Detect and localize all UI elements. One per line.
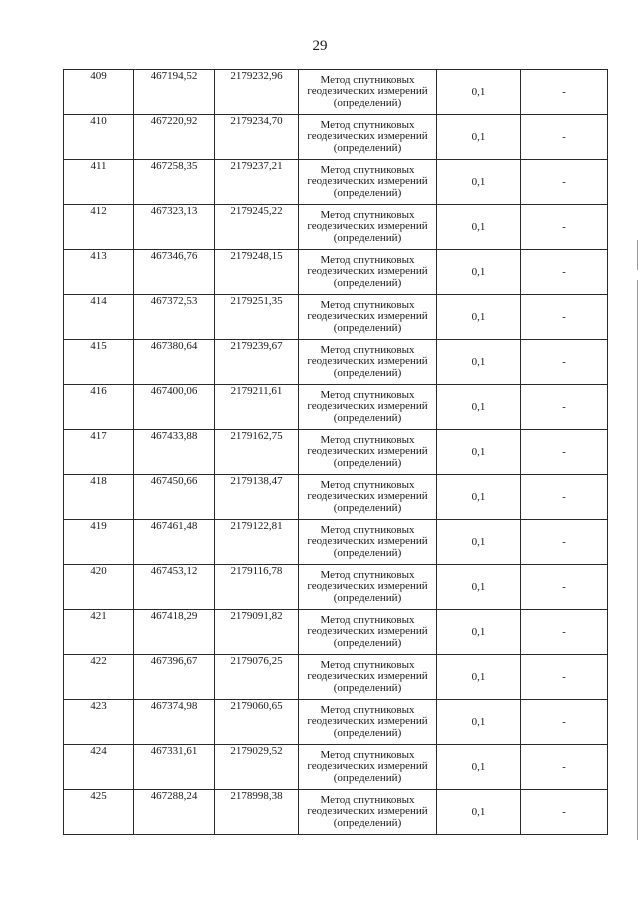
method-line: Метод спутниковых [320,658,415,671]
method-line: геодезических измерений [307,490,428,503]
method-line: геодезических измерений [307,760,428,773]
method-cell [299,205,437,250]
table-row [64,115,608,160]
method-line: геодезических измерений [307,625,428,638]
table-row [64,160,608,205]
method-line: (определений) [333,816,402,829]
note-cell: - [521,385,608,430]
note-cell: - [521,655,608,700]
method-line: (определений) [333,636,402,649]
y-coordinate-cell: 2179232,96 [215,70,299,115]
accuracy-cell: 0,1 [437,295,521,340]
method-line: (определений) [333,546,402,559]
table-row [64,250,608,295]
method-line: (определений) [333,321,402,334]
method-cell [299,115,437,160]
accuracy-cell: 0,1 [437,565,521,610]
point-number-cell: 420 [64,565,134,610]
note-cell: - [521,475,608,520]
point-number-cell: 411 [64,160,134,205]
accuracy-cell: 0,1 [437,790,521,835]
y-coordinate-cell: 2179234,70 [215,115,299,160]
x-coordinate-cell: 467194,52 [134,70,215,115]
y-coordinate-cell: 2179076,25 [215,655,299,700]
y-coordinate-cell: 2179239,67 [215,340,299,385]
method-cell [299,790,437,835]
method-line: геодезических измерений [307,670,428,683]
y-coordinate-cell: 2179138,47 [215,475,299,520]
y-coordinate-cell: 2179091,82 [215,610,299,655]
table-row [64,475,608,520]
method-line: геодезических измерений [307,580,428,593]
x-coordinate-cell: 467346,76 [134,250,215,295]
y-coordinate-cell: 2179060,65 [215,700,299,745]
x-coordinate-cell: 467258,35 [134,160,215,205]
x-coordinate-cell: 467450,66 [134,475,215,520]
method-cell [299,160,437,205]
y-coordinate-cell: 2179029,52 [215,745,299,790]
point-number-cell: 412 [64,205,134,250]
y-coordinate-cell: 2179248,15 [215,250,299,295]
method-cell [299,385,437,430]
accuracy-cell: 0,1 [437,160,521,205]
method-line: Метод спутниковых [320,73,415,86]
method-line: (определений) [333,96,402,109]
accuracy-cell: 0,1 [437,70,521,115]
method-cell [299,655,437,700]
note-cell: - [521,790,608,835]
method-line: геодезических измерений [307,400,428,413]
note-cell: - [521,250,608,295]
x-coordinate-cell: 467323,13 [134,205,215,250]
note-cell: - [521,610,608,655]
y-coordinate-cell: 2178998,38 [215,790,299,835]
table-row [64,520,608,565]
accuracy-cell: 0,1 [437,745,521,790]
method-line: геодезических измерений [307,445,428,458]
note-cell: - [521,295,608,340]
x-coordinate-cell: 467461,48 [134,520,215,565]
x-coordinate-cell: 467418,29 [134,610,215,655]
note-cell: - [521,205,608,250]
method-line: (определений) [333,141,402,154]
point-number-cell: 417 [64,430,134,475]
y-coordinate-cell: 2179116,78 [215,565,299,610]
note-cell: - [521,160,608,205]
accuracy-cell: 0,1 [437,340,521,385]
method-line: Метод спутниковых [320,703,415,716]
method-cell [299,700,437,745]
table-row [64,340,608,385]
accuracy-cell: 0,1 [437,115,521,160]
accuracy-cell: 0,1 [437,700,521,745]
method-cell [299,475,437,520]
method-line: Метод спутниковых [320,163,415,176]
method-line: (определений) [333,456,402,469]
x-coordinate-cell: 467372,53 [134,295,215,340]
table-row [64,295,608,340]
note-cell: - [521,115,608,160]
x-coordinate-cell: 467220,92 [134,115,215,160]
method-line: геодезических измерений [307,715,428,728]
accuracy-cell: 0,1 [437,430,521,475]
method-line: геодезических измерений [307,130,428,143]
y-coordinate-cell: 2179245,22 [215,205,299,250]
note-cell: - [521,340,608,385]
method-line: Метод спутниковых [320,118,415,131]
note-cell: - [521,70,608,115]
method-line: Метод спутниковых [320,298,415,311]
method-line: Метод спутниковых [320,523,415,536]
method-line: (определений) [333,681,402,694]
method-line: (определений) [333,366,402,379]
table-row [64,430,608,475]
y-coordinate-cell: 2179251,35 [215,295,299,340]
x-coordinate-cell: 467374,98 [134,700,215,745]
accuracy-cell: 0,1 [437,520,521,565]
accuracy-cell: 0,1 [437,205,521,250]
accuracy-cell: 0,1 [437,250,521,295]
method-line: (определений) [333,231,402,244]
point-number-cell: 415 [64,340,134,385]
y-coordinate-cell: 2179211,61 [215,385,299,430]
note-cell: - [521,520,608,565]
method-cell [299,745,437,790]
method-cell [299,340,437,385]
method-line: Метод спутниковых [320,433,415,446]
x-coordinate-cell: 467288,24 [134,790,215,835]
coordinates-table-body [64,70,608,835]
table-row [64,70,608,115]
x-coordinate-cell: 467433,88 [134,430,215,475]
point-number-cell: 409 [64,70,134,115]
method-line: Метод спутниковых [320,208,415,221]
point-number-cell: 425 [64,790,134,835]
method-line: Метод спутниковых [320,388,415,401]
method-line: (определений) [333,411,402,424]
note-cell: - [521,745,608,790]
point-number-cell: 424 [64,745,134,790]
method-cell [299,430,437,475]
method-line: геодезических измерений [307,175,428,188]
note-cell: - [521,700,608,745]
table-row [64,745,608,790]
table-row [64,205,608,250]
note-cell: - [521,430,608,475]
x-coordinate-cell: 467396,67 [134,655,215,700]
table-row [64,610,608,655]
x-coordinate-cell: 467453,12 [134,565,215,610]
method-cell [299,295,437,340]
method-line: (определений) [333,771,402,784]
coordinates-table [63,69,608,835]
method-line: Метод спутниковых [320,478,415,491]
method-line: (определений) [333,501,402,514]
point-number-cell: 414 [64,295,134,340]
method-line: Метод спутниковых [320,613,415,626]
method-cell [299,520,437,565]
method-line: геодезических измерений [307,805,428,818]
point-number-cell: 422 [64,655,134,700]
method-line: геодезических измерений [307,355,428,368]
scan-edge-mark [637,280,638,840]
point-number-cell: 418 [64,475,134,520]
method-line: геодезических измерений [307,85,428,98]
y-coordinate-cell: 2179162,75 [215,430,299,475]
point-number-cell: 416 [64,385,134,430]
point-number-cell: 421 [64,610,134,655]
method-line: Метод спутниковых [320,568,415,581]
table-row [64,700,608,745]
method-line: Метод спутниковых [320,253,415,266]
table-row [64,385,608,430]
point-number-cell: 410 [64,115,134,160]
point-number-cell: 423 [64,700,134,745]
scan-edge-mark [637,240,638,270]
method-line: геодезических измерений [307,220,428,233]
method-line: (определений) [333,276,402,289]
method-line: (определений) [333,186,402,199]
x-coordinate-cell: 467331,61 [134,745,215,790]
table-row [64,790,608,835]
page-number: 29 [312,38,328,54]
method-line: геодезических измерений [307,535,428,548]
y-coordinate-cell: 2179237,21 [215,160,299,205]
method-cell [299,250,437,295]
method-line: Метод спутниковых [320,793,415,806]
method-line: геодезических измерений [307,310,428,323]
table-row [64,565,608,610]
y-coordinate-cell: 2179122,81 [215,520,299,565]
method-cell [299,565,437,610]
method-line: геодезических измерений [307,265,428,278]
accuracy-cell: 0,1 [437,475,521,520]
accuracy-cell: 0,1 [437,655,521,700]
table-row [64,655,608,700]
method-line: (определений) [333,591,402,604]
method-line: Метод спутниковых [320,748,415,761]
x-coordinate-cell: 467400,06 [134,385,215,430]
x-coordinate-cell: 467380,64 [134,340,215,385]
method-line: Метод спутниковых [320,343,415,356]
note-cell: - [521,565,608,610]
method-cell [299,610,437,655]
accuracy-cell: 0,1 [437,610,521,655]
method-cell [299,70,437,115]
point-number-cell: 413 [64,250,134,295]
accuracy-cell: 0,1 [437,385,521,430]
method-line: (определений) [333,726,402,739]
point-number-cell: 419 [64,520,134,565]
